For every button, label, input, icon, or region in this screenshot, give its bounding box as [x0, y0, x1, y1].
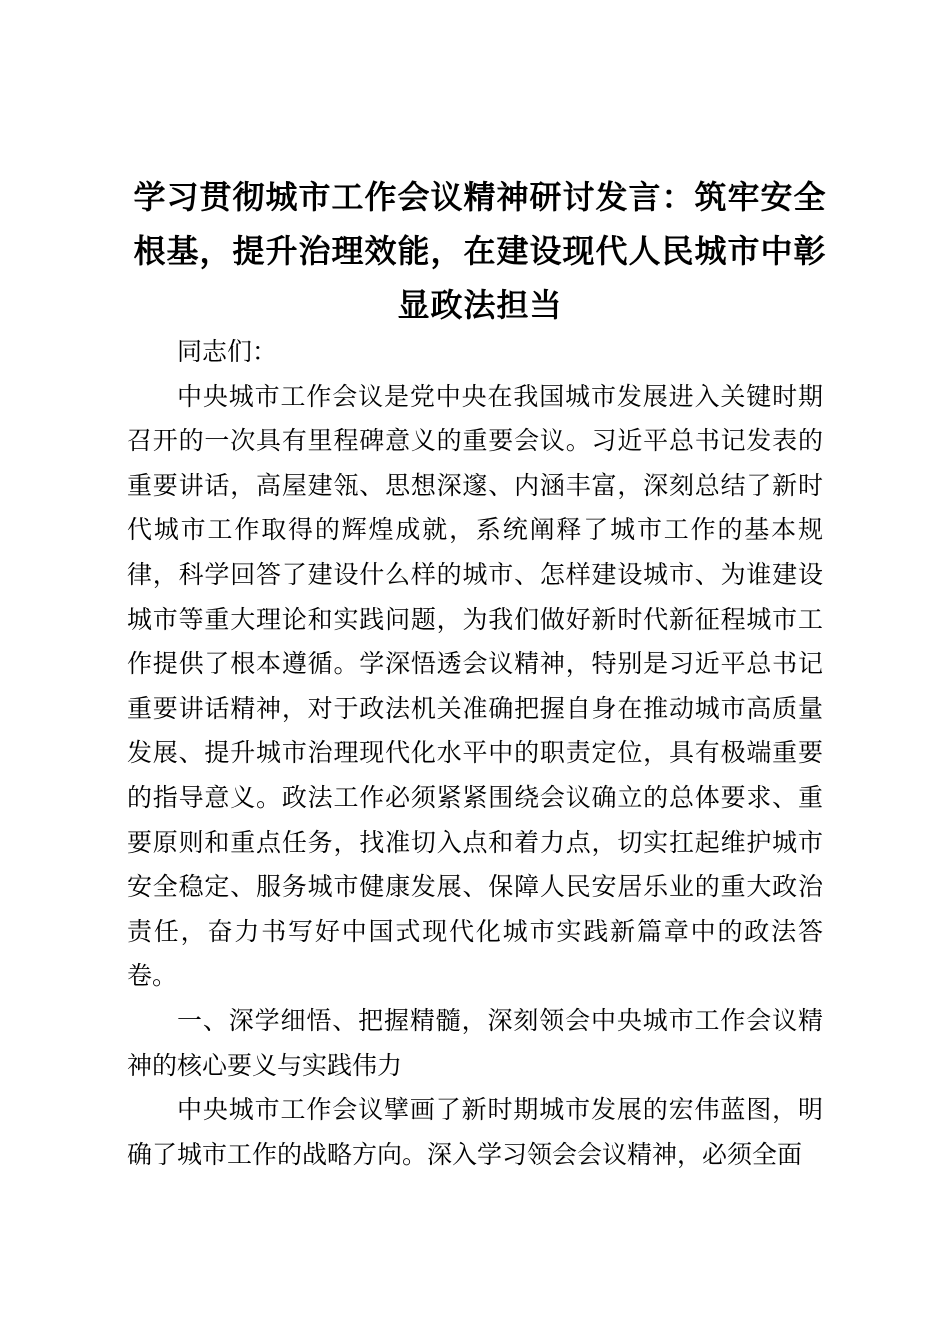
body-paragraph: 中央城市工作会议是党中央在我国城市发展进入关键时期召开的一次具有里程碑意义的重要会议。习近平总书记发表的重要讲话，高屋建瓴、思想深邃、内涵丰富，深刻总结了新时代城市工作取得的辉煌成就，系统阐释了城市工作的基本规律，科学回答了建设什么样的城市、怎样建设城市、为谁建设城市等重大理论和实践问题，为我们做好新时代新征程城市工作提供了根本遵循。学深悟透会议精神，特别是习近平总书记重要讲话精神，对于政法机关准确把握自身在推动城市高质量发展、提升城市治理现代化水平中的职责定位，具有极端重要的指导意义。政法工作必须紧紧围绕会议确立的总体要求、重要原则和重点任务，找准切入点和着力点，切实扛起维护城市安全稳定、服务城市健康发展、保障人民安居乐业的重大政治责任，奋力书写好中国式现代化城市实践新篇章中的政法答卷。 [127, 381, 823, 991]
document-body [127, 330, 823, 1177]
section-paragraph: 中央城市工作会议擘画了新时期城市发展的宏伟蓝图，明确了城市工作的战略方向。深入学习领会会议精神，必须全面 [127, 1095, 823, 1169]
section-heading: 一、深学细悟、把握精髓，深刻领会中央城市工作会议精神的核心要义与实践伟力 [127, 1005, 823, 1080]
salutation: 同志们： [177, 337, 278, 366]
document-title: 学习贯彻城市工作会议精神研讨发言：筑牢安全根基，提升治理效能，在建设现代人民城市中彰显政法担当 [133, 178, 827, 324]
